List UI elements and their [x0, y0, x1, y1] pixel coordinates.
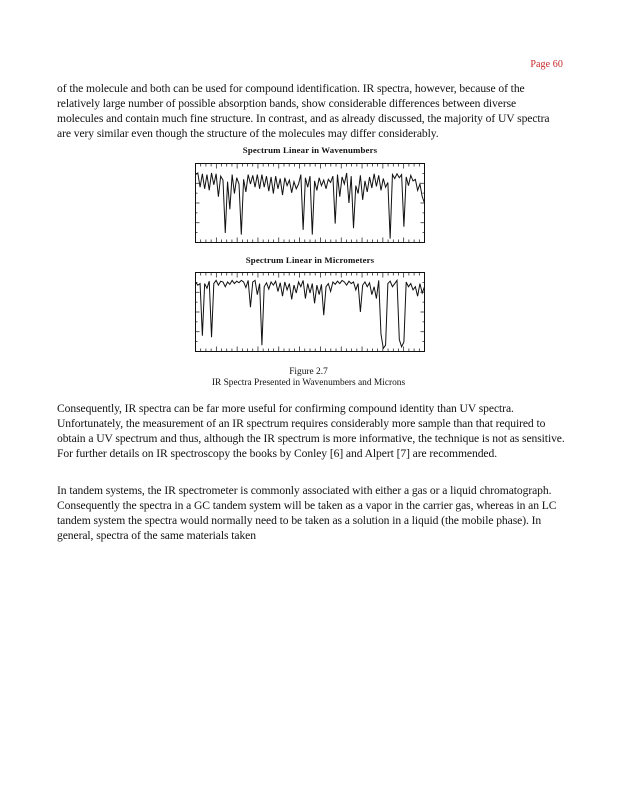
figure-bottom-title: Spectrum Linear in Micrometers — [245, 255, 375, 265]
body-paragraph-3: In tandem systems, the IR spectrometer is commonly associated with either a gas or a liquid chromatograph. Consequently the spectra in a GC tandem system will be taken as a vapor in the carrier gas, whereas in an LC tandem system the spectra would normally need to be taken as a solution in a liquid (the mobile phase). In general, spectra of the same materials taken — [57, 484, 557, 542]
micrometer-series-line — [196, 280, 425, 348]
figure-top-title: Spectrum Linear in Wavenumbers — [242, 145, 378, 155]
page-number: Page 60 — [530, 59, 563, 70]
figure-label: Figure 2.7 — [289, 367, 328, 377]
wavenumber-spectrum-chart — [195, 161, 425, 245]
micrometer-spectrum-chart — [195, 270, 425, 354]
body-paragraph-1: of the molecule and both can be used for compound identification. IR spectra, however, because of the relatively large number of possible absorption bands, show considerable differences between diverse molecules and contain much fine structure. In contrast, and as already discussed, the majority of UV spectra are very similar even though the structure of the molecules may differ considerably. — [57, 82, 550, 140]
body-paragraph-2: Consequently, IR spectra can be far more useful for confirming compound identity than UV spectra. Unfortunately, the measurement of an IR spectrum requires considerably more sample than that required to obtain a UV spectrum and thus, although the IR spectrum is more informative, the technique is not as sensitive. For further details on IR spectroscopy the books by Conley [6] and Alpert [7] are recommended. — [57, 402, 565, 460]
figure-caption: IR Spectra Presented in Wavenumbers and Microns — [211, 378, 406, 388]
figure-2-7 — [195, 145, 425, 375]
wavenumber-series-line — [196, 173, 425, 239]
